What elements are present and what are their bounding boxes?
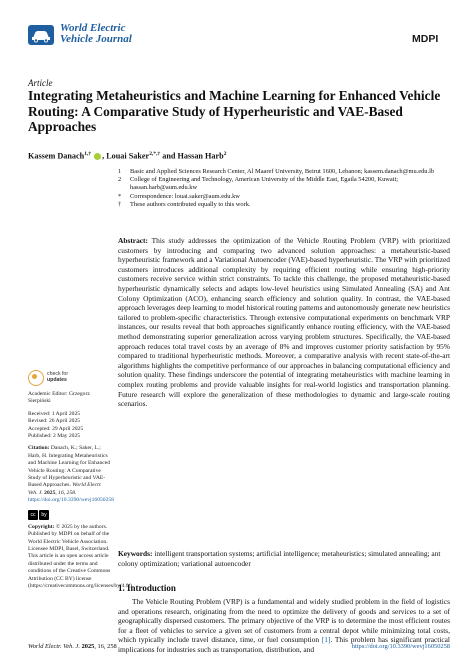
intro-paragraph: The Vehicle Routing Problem (VRP) is a fundamental and widely studied problem in the field of logistics and operations research, originating from the need to optimize the delivery of goods and services to a set of geographically dispersed customers. The primary objective of the VRP is to determine the most efficient routes for a fleet of vehicles to service a given set of customers from a central depot while minimizing total costs, which typically include travel distance, time, or fuel consumption [1]. This problem has significant practical implications for industries such as transportation, distribution, and: [118, 597, 450, 654]
cc-license-icon[interactable]: cc by: [28, 510, 49, 520]
publisher-logo[interactable]: MDPI: [412, 33, 439, 45]
footer-citation: World Electr. Veh. J. 2025, 16, 258: [28, 643, 117, 650]
reference-link[interactable]: [1]: [321, 635, 331, 645]
affiliations: 1 Basic and Applied Sciences Research Center, Al Maaref University, Beirut 1600, Lebanon; kassem.danach@mu.edu.lb 2 College of Engineering and Technology, American University of the Middle East, Egaila 54200, Kuwait; hassan.harb@aum.edu.kw * Correspondence: louai.saker@aum.edu.kw † These authors contributed equally to this work.: [118, 168, 435, 208]
keywords: [118, 549, 450, 568]
car-icon: [28, 25, 54, 45]
citation: Citation: Danach, K.; Saker, L.; Harb, H. Integrating Metaheuristics and Machine Learning for Enhanced Vehicle Routing: A Comparative Study of Hyperheuristic and VAE-Based Approaches. World Electr. Veh. J. 2025, 16, 258. https://doi.org/10.3390/wevj16050258: [28, 445, 114, 504]
keywords-text: intelligent transportation systems; artificial intelligence; metaheuristics; simulated annealing; ant colony optimization; variational autoencoder: [118, 549, 441, 568]
update-icon: [28, 370, 44, 386]
journal-name[interactable]: World Electric Vehicle Journal: [60, 22, 132, 45]
journal-logo: [28, 25, 54, 45]
author-list: Kassem Danach$^{1,\dagger}$ , Louai Saker$^{2,*,\dagger}$ and Hassan Harb$^2$: [28, 151, 227, 161]
keywords-label: Keywords:: [118, 549, 153, 558]
section-heading: 1. Introduction: [118, 583, 176, 593]
article-type: Article: [28, 78, 53, 88]
abstract: [118, 236, 450, 409]
page-footer: [28, 643, 450, 650]
orcid-icon[interactable]: [94, 153, 101, 160]
page-title: Integrating Metaheuristics and Machine Learning for Enhanced Vehicle Routing: A Comparative Study of Hyperheuristic and VAE-Based Approaches: [28, 88, 441, 134]
academic-editor: Academic Editor: Grzegorz Sierpiński: [28, 391, 90, 405]
check-for-updates-button[interactable]: check for updates: [28, 370, 112, 386]
copyright: Copyright: © 2025 by the authors. Published by MDPI on behalf of the World Electric Vehicle Association. Licensee MDPI, Basel, Switzerland. This article is an open access article distributed under the terms and conditions of the Creative Commons Attribution (CC BY) license (https://creativecommons.org/licenses/by/4.0/).: [28, 523, 134, 589]
author-name: Hassan Harb: [177, 151, 224, 161]
abstract-label: Abstract:: [118, 236, 148, 245]
author-name: Kassem Danach: [28, 151, 85, 161]
author-name: Louai Saker: [106, 151, 150, 161]
footer-doi-link[interactable]: https://doi.org/10.3390/wevj16050258: [351, 643, 450, 650]
dates: Received: 1 April 2025 Revised: 26 April 2025 Accepted: 29 April 2025 Published: 2 May 2025: [28, 410, 84, 440]
article-sidebar: [28, 370, 134, 595]
citation-doi-link[interactable]: https://doi.org/10.3390/wevj16050258: [28, 497, 114, 504]
abstract-text: This study addresses the optimization of the Vehicle Routing Problem (VRP) with prioritized customers by introducing and comparing two advanced solution approaches: a metaheuristic-based hyperheuristic framework and a Variational Autoencoder (VAE)-based hyperheuristic. The VRP with prioritized customers introduces additional complexity by requiring efficient routing while ensuring high-priority customers receive service within strict constraints. To tackle this challenge, the proposed metaheuristic-based hyperheuristic dynamically selects and adapts low-level heuristics using Simulated Annealing (SA) and Ant Colony Optimization (ACO), enhancing search efficiency and solution quality. In contrast, the VAE-based approach leverages deep learning to model historical routing patterns and autonomously generate new heuristics tailored to problem-specific characteristics. Through extensive computational experiments on benchmark VRP instances, our results reveal that both approaches significantly enhance routing efficiency, with the VAE-based method demonstrating superior generalization across varying problem structures. Specifically, the VAE-based approach reduces total travel costs by an average of 8% and improves customer priority satisfaction by 95% compared to traditional hyperheuristic methods. Moreover, a comparative analysis with recent state-of-the-art algorithms highlights the competitive performance of our approaches in balancing computational efficiency and solution quality. These findings underscore the potential of integrating metaheuristics with machine learning in complex routing problems and provide valuable insights for real-world logistics and transportation planning. Future research will explore the generalization of these methodologies to dynamic and large-scale routing scenarios.: [118, 236, 450, 409]
